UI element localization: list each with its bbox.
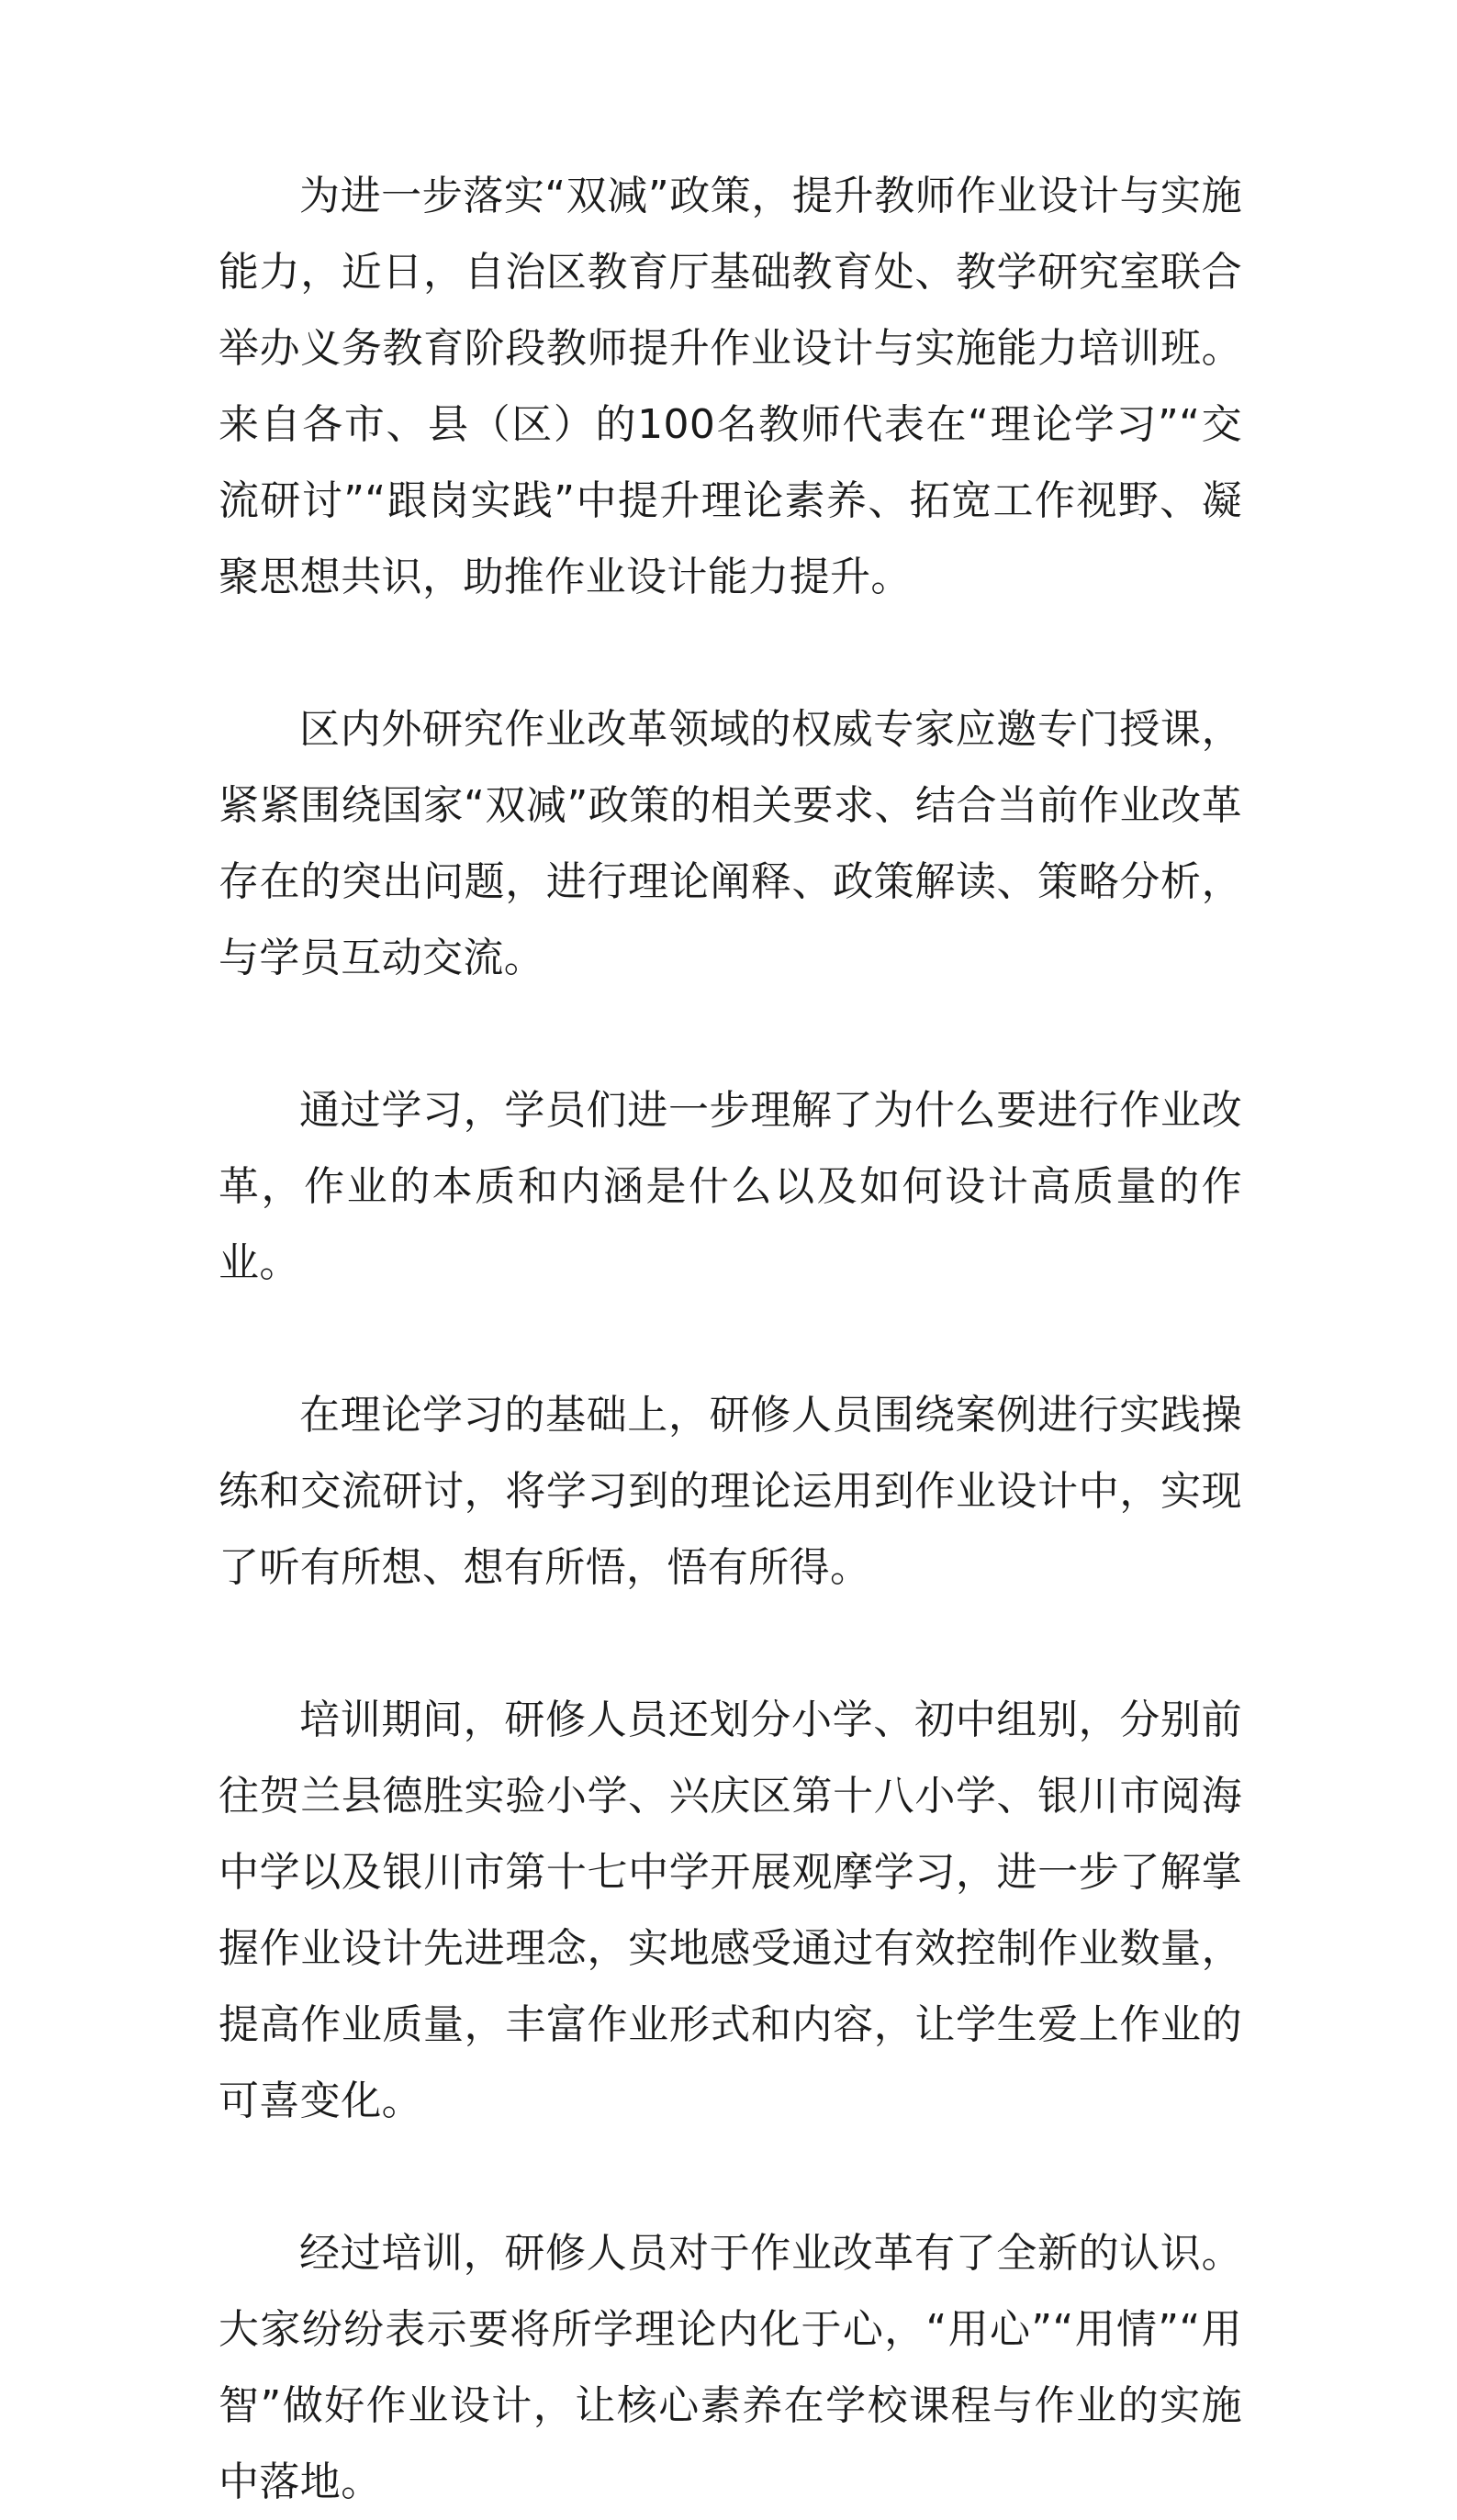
article-body [219,158,1242,2520]
paragraph-expert-lectures: 区内外研究作业改革领域的权威专家应邀专门授课，紧紧围绕国家“双减”政策的相关要求、结合当前作业改革存在的突出问题，进行理论阐释、政策解读、策略分析，与学员互动交流。 [219,706,1242,981]
paragraph-practice: 在理论学习的基础上，研修人员围绕案例进行实践操练和交流研讨，将学习到的理论运用到作业设计中，实现了听有所想、想有所悟，悟有所得。 [219,1392,1242,1591]
paragraph-conclusion: 经过培训，研修人员对于作业改革有了全新的认识。大家纷纷表示要将所学理论内化于心，“用心”“用情”“用智”做好作业设计，让核心素养在学校课程与作业的实施中落地。 [219,2230,1242,2505]
paragraph-learning-outcomes: 通过学习，学员们进一步理解了为什么要进行作业改革，作业的本质和内涵是什么以及如何设计高质量的作业。 [219,1087,1242,1286]
paragraph-intro: 为进一步落实“双减”政策，提升教师作业设计与实施能力，近日，自治区教育厅基础教育处、教学研究室联合举办义务教育阶段教师提升作业设计与实施能力培训班。来自各市、县（区）的100名教师代表在“理论学习”“交流研讨”“跟岗实践”中提升理论素养、拓宽工作视野、凝聚思想共识，助推作业设计能力提升。 [219,173,1242,600]
paragraph-school-visits: 培训期间，研修人员还划分小学、初中组别，分别前往贺兰县德胜实验小学、兴庆区第十八小学、银川市阅海中学以及银川市第十七中学开展观摩学习，进一步了解掌握作业设计先进理念，实地感受通过有效控制作业数量，提高作业质量，丰富作业形式和内容，让学生爱上作业的可喜变化。 [219,1697,1242,2124]
